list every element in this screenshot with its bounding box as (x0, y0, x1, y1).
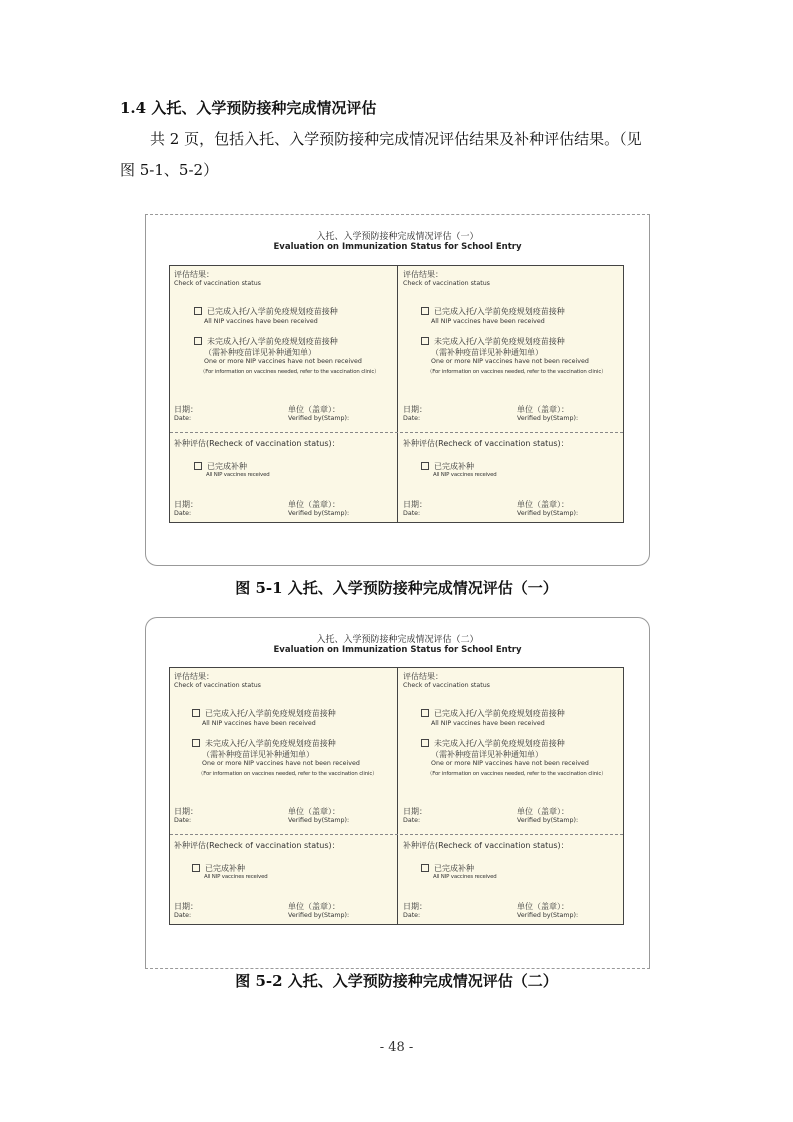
checkbox-icon[interactable] (421, 739, 429, 747)
figure-caption-1: 图 5-1 入托、入学预防接种完成情况评估（一） (235, 579, 558, 597)
option-complete-zh: 已完成入托/入学前免疫规划疫苗接种 (205, 709, 336, 718)
result-label-en: Check of vaccination status (403, 682, 490, 689)
result-label-en: Check of vaccination status (403, 280, 490, 287)
stamp-label-en: Verified by(Stamp): (517, 817, 579, 824)
option-incomplete-zh: 未完成入托/入学前免疫规划疫苗接种 (205, 739, 336, 748)
option-incomplete-en2: （For information on vaccines needed, refer to the vaccination clinic） (198, 771, 378, 777)
option-incomplete-zh2: （需补种疫苗详见补种通知单） (202, 750, 314, 759)
date-label-zh: 日期： (403, 902, 427, 911)
checkbox-icon[interactable] (194, 337, 202, 345)
date-label-en: Date: (174, 510, 192, 517)
form-title-zh: 入托、入学预防接种完成情况评估（一） (316, 232, 479, 242)
evaluation-card (169, 265, 624, 523)
option-complete[interactable] (194, 306, 338, 317)
checkbox-icon[interactable] (192, 739, 200, 747)
checkbox-icon[interactable] (192, 709, 200, 717)
option-incomplete-zh2: （需补种疫苗详见补种通知单） (204, 348, 316, 357)
card-column-left (170, 266, 395, 524)
option-incomplete-en2: （For information on vaccines needed, refer to the vaccination clinic） (200, 369, 380, 375)
result-label-zh: 评估结果： (174, 270, 214, 279)
recheck-label: 补种评估(Recheck of vaccination status)： (403, 439, 569, 448)
date-label-zh: 日期： (174, 405, 198, 414)
option-incomplete-en2: （For information on vaccines needed, refer to the vaccination clinic） (427, 771, 607, 777)
option-incomplete[interactable] (421, 336, 565, 347)
stamp-label-en: Verified by(Stamp): (288, 817, 350, 824)
option-complete-en: All NIP vaccines have been received (204, 318, 318, 325)
card-column-right (399, 668, 624, 926)
checkbox-icon[interactable] (421, 337, 429, 345)
stamp-label-zh: 单位（盖章）： (517, 500, 569, 509)
recheck-option-zh: 已完成补种 (434, 462, 474, 471)
option-incomplete-en: One or more NIP vaccines have not been received (431, 760, 589, 767)
date-label-en: Date: (403, 415, 421, 422)
option-incomplete-en: One or more NIP vaccines have not been received (431, 358, 589, 365)
date-label-zh: 日期： (403, 405, 427, 414)
stamp-label-zh: 单位（盖章）： (288, 807, 340, 816)
recheck-label: 补种评估(Recheck of vaccination status)： (174, 841, 340, 850)
form-title-en: Evaluation on Immunization Status for School Entry (273, 242, 522, 252)
date-label-zh: 日期： (174, 807, 198, 816)
option-incomplete-zh2: （需补种疫苗详见补种通知单） (431, 750, 543, 759)
checkbox-icon[interactable] (421, 864, 429, 872)
option-complete[interactable] (421, 306, 565, 317)
result-label-zh: 评估结果： (403, 270, 443, 279)
stamp-label-en: Verified by(Stamp): (517, 510, 579, 517)
option-complete[interactable] (192, 708, 336, 719)
recheck-option-zh: 已完成补种 (207, 462, 247, 471)
option-incomplete-zh: 未完成入托/入学前免疫规划疫苗接种 (434, 739, 565, 748)
option-incomplete-en: One or more NIP vaccines have not been received (204, 358, 362, 365)
option-complete-en: All NIP vaccines have been received (431, 318, 545, 325)
date-label-zh: 日期： (403, 807, 427, 816)
stamp-label-zh: 单位（盖章）： (288, 405, 340, 414)
option-incomplete-en: One or more NIP vaccines have not been received (202, 760, 360, 767)
column-divider (397, 266, 398, 522)
option-incomplete-zh: 未完成入托/入学前免疫规划疫苗接种 (207, 337, 338, 346)
recheck-option-en: All NIP vaccines received (204, 874, 268, 880)
recheck-label: 补种评估(Recheck of vaccination status)： (403, 841, 569, 850)
option-complete[interactable] (421, 708, 565, 719)
stamp-label-en: Verified by(Stamp): (517, 415, 579, 422)
date-label-zh: 日期： (403, 500, 427, 509)
option-complete-en: All NIP vaccines have been received (202, 720, 316, 727)
checkbox-icon[interactable] (194, 307, 202, 315)
option-incomplete-zh: 未完成入托/入学前免疫规划疫苗接种 (434, 337, 565, 346)
recheck-option[interactable] (192, 863, 245, 874)
stamp-label-en: Verified by(Stamp): (288, 415, 350, 422)
option-incomplete-zh2: （需补种疫苗详见补种通知单） (431, 348, 543, 357)
section-paragraph-line2: 图 5-1、5-2） (120, 161, 219, 179)
recheck-label: 补种评估(Recheck of vaccination status)： (174, 439, 340, 448)
recheck-option-zh: 已完成补种 (434, 864, 474, 873)
column-divider (397, 668, 398, 924)
form-title-zh: 入托、入学预防接种完成情况评估（二） (316, 635, 479, 645)
option-incomplete[interactable] (421, 738, 565, 749)
option-complete-zh: 已完成入托/入学前免疫规划疫苗接种 (434, 709, 565, 718)
card-column-left (170, 668, 395, 926)
date-label-zh: 日期： (174, 500, 198, 509)
stamp-label-en: Verified by(Stamp): (288, 912, 350, 919)
date-label-en: Date: (403, 912, 421, 919)
date-label-en: Date: (174, 912, 192, 919)
form-frame-1 (145, 214, 650, 566)
option-incomplete[interactable] (194, 336, 338, 347)
date-label-en: Date: (174, 817, 192, 824)
page-number: - 48 - (379, 1040, 414, 1055)
result-label-zh: 评估结果： (174, 672, 214, 681)
result-label-en: Check of vaccination status (174, 280, 261, 287)
card-column-right (399, 266, 624, 524)
form-title-en: Evaluation on Immunization Status for School Entry (273, 645, 522, 655)
stamp-label-zh: 单位（盖章）： (517, 807, 569, 816)
recheck-option[interactable] (194, 461, 247, 472)
option-complete-en: All NIP vaccines have been received (431, 720, 545, 727)
option-complete-zh: 已完成入托/入学前免疫规划疫苗接种 (434, 307, 565, 316)
recheck-option[interactable] (421, 863, 474, 874)
recheck-option-en: All NIP vaccines received (433, 874, 497, 880)
checkbox-icon[interactable] (421, 462, 429, 470)
option-incomplete[interactable] (192, 738, 336, 749)
checkbox-icon[interactable] (194, 462, 202, 470)
recheck-option[interactable] (421, 461, 474, 472)
checkbox-icon[interactable] (421, 709, 429, 717)
section-paragraph-line1: 共 2 页，包括入托、入学预防接种完成情况评估结果及补种评估结果。（见 (150, 130, 642, 148)
date-label-zh: 日期： (174, 902, 198, 911)
option-complete-zh: 已完成入托/入学前免疫规划疫苗接种 (207, 307, 338, 316)
option-incomplete-en2: （For information on vaccines needed, refer to the vaccination clinic） (427, 369, 607, 375)
recheck-option-zh: 已完成补种 (205, 864, 245, 873)
stamp-label-zh: 单位（盖章）： (517, 405, 569, 414)
stamp-label-zh: 单位（盖章）： (288, 500, 340, 509)
date-label-en: Date: (403, 817, 421, 824)
figure-caption-2: 图 5-2 入托、入学预防接种完成情况评估（二） (235, 972, 558, 990)
stamp-label-en: Verified by(Stamp): (288, 510, 350, 517)
result-label-zh: 评估结果： (403, 672, 443, 681)
stamp-label-zh: 单位（盖章）： (517, 902, 569, 911)
form-frame-2 (145, 617, 650, 969)
date-label-en: Date: (403, 510, 421, 517)
evaluation-card (169, 667, 624, 925)
recheck-option-en: All NIP vaccines received (206, 472, 270, 478)
section-heading: 1.4 入托、入学预防接种完成情况评估 (120, 99, 377, 117)
checkbox-icon[interactable] (192, 864, 200, 872)
recheck-option-en: All NIP vaccines received (433, 472, 497, 478)
result-label-en: Check of vaccination status (174, 682, 261, 689)
stamp-label-zh: 单位（盖章）： (288, 902, 340, 911)
checkbox-icon[interactable] (421, 307, 429, 315)
stamp-label-en: Verified by(Stamp): (517, 912, 579, 919)
date-label-en: Date: (174, 415, 192, 422)
